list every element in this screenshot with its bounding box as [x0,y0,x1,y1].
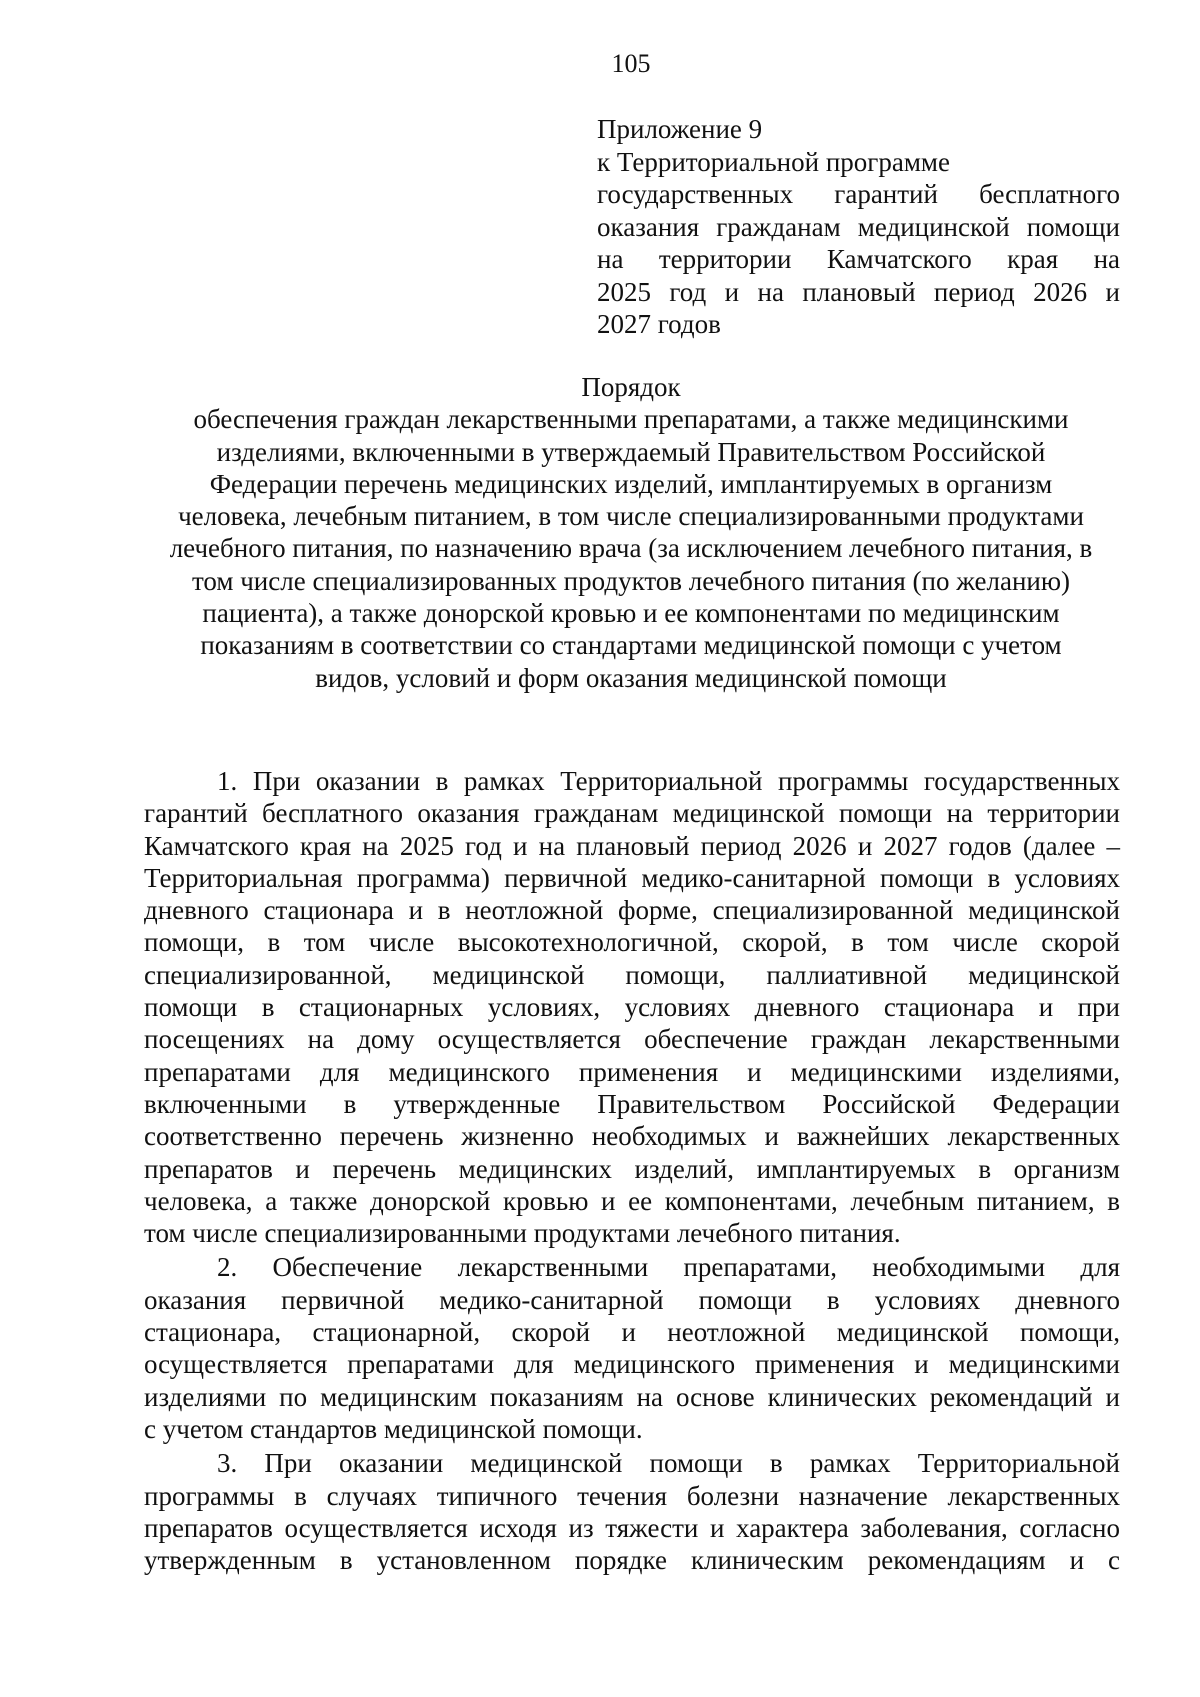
appendix-line: 2025 год и на плановый период 2026 и [597,276,1120,307]
paragraph-line: дневного стационара и в неотложной форме, специализированной медицинской [144,895,1120,926]
title-line: Федерации перечень медицинских изделий, имплантируемых в организм [209,468,1053,499]
paragraph-line: препаратов осуществляется исходя из тяжести и характера заболевания, согласно [144,1512,1120,1543]
paragraph-line: 3. При оказании медицинской помощи в рамках Территориальной [217,1448,1120,1479]
appendix-line: на территории Камчатского края на [597,244,1120,274]
paragraph-line: 2. Обеспечение лекарственными препаратами, необходимыми для [217,1252,1120,1283]
paragraph-line: Территориальная программа) первичной медико-санитарной помощи в условиях [144,862,1120,893]
paragraph-line: помощи, в том числе высокотехнологичной, скорой, в том числе скорой [144,927,1120,958]
title-line: видов, условий и форм оказания медицинской помощи [315,662,947,693]
title-line: обеспечения граждан лекарственными препаратами, а также медицинскими [193,404,1069,435]
appendix-line: 2027 годов [597,309,721,339]
appendix-line: государственных гарантий бесплатного [597,179,1120,209]
paragraph-1 [144,765,1120,1249]
paragraph-line: с учетом стандартов медицинской помощи. [144,1413,643,1444]
paragraph-line: оказания первичной медико-санитарной помощи в условиях дневного [144,1284,1120,1315]
paragraph-line: специализированной, медицинской помощи, паллиативной медицинской [144,959,1120,990]
paragraph-3 [144,1447,1120,1576]
paragraph-2 [144,1251,1120,1445]
paragraph-line: препаратов и перечень медицинских изделий, имплантируемых в организм [144,1153,1120,1184]
title-line: изделиями, включенными в утверждаемый Правительством Российской [216,436,1046,467]
paragraph-line: помощи в стационарных условиях, условиях дневного стационара и при [144,992,1120,1023]
paragraph-line: осуществляется препаратами для медицинского применения и медицинскими [144,1349,1120,1380]
paragraph-line: том числе специализированными продуктами лечебного питания. [144,1218,901,1249]
paragraph-line: посещениях на дому осуществляется обеспечение граждан лекарственными [144,1024,1120,1055]
paragraph-line: 1. При оказании в рамках Территориальной программы государственных [217,766,1120,796]
title-line: лечебного питания, по назначению врача (за исключением лечебного питания, в [169,533,1093,564]
paragraph-line: включенными в утвержденные Правительством Российской Федерации [144,1088,1120,1119]
title-line: человека, лечебным питанием, в том числе специализированными продуктами [178,501,1084,532]
paragraph-line: изделиями по медицинским показаниям на основе клинических рекомендаций и [144,1381,1120,1412]
paragraph-line: стационара, стационарной, скорой и неотложной медицинской помощи, [144,1317,1120,1348]
paragraph-line: утвержденным в установленном порядке клиническим рекомендациям и с [144,1545,1120,1576]
appendix-header [597,113,1120,341]
document-title [135,371,1127,694]
paragraph-line: Камчатского края на 2025 год и на плановый период 2026 и 2027 годов (далее – [144,830,1120,861]
paragraph-line: гарантий бесплатного оказания гражданам медицинской помощи на территории [144,798,1120,829]
paragraph-line: препаратами для медицинского применения и медицинскими изделиями, [144,1056,1120,1087]
paragraph-line: программы в случаях типичного течения болезни назначение лекарственных [144,1480,1120,1511]
paragraph-line: человека, а также донорской кровью и ее компонентами, лечебным питанием, в [144,1185,1120,1216]
page-number: 105 [611,49,651,78]
appendix-line: оказания гражданам медицинской помощи [597,211,1120,242]
title-heading: Порядок [581,372,681,402]
title-line: показаниям в соответствии со стандартами медицинской помощи с учетом [200,630,1062,661]
appendix-line: Приложение 9 [597,114,763,144]
title-line: пациента), а также донорской кровью и ее компонентами по медицинским [202,598,1060,629]
paragraph-line: соответственно перечень жизненно необходимых и важнейших лекарственных [144,1121,1120,1152]
document-body [144,765,1120,1576]
title-line: том числе специализированных продуктов лечебного питания (по желанию) [191,565,1071,596]
appendix-line: к Территориальной программе [597,146,950,177]
